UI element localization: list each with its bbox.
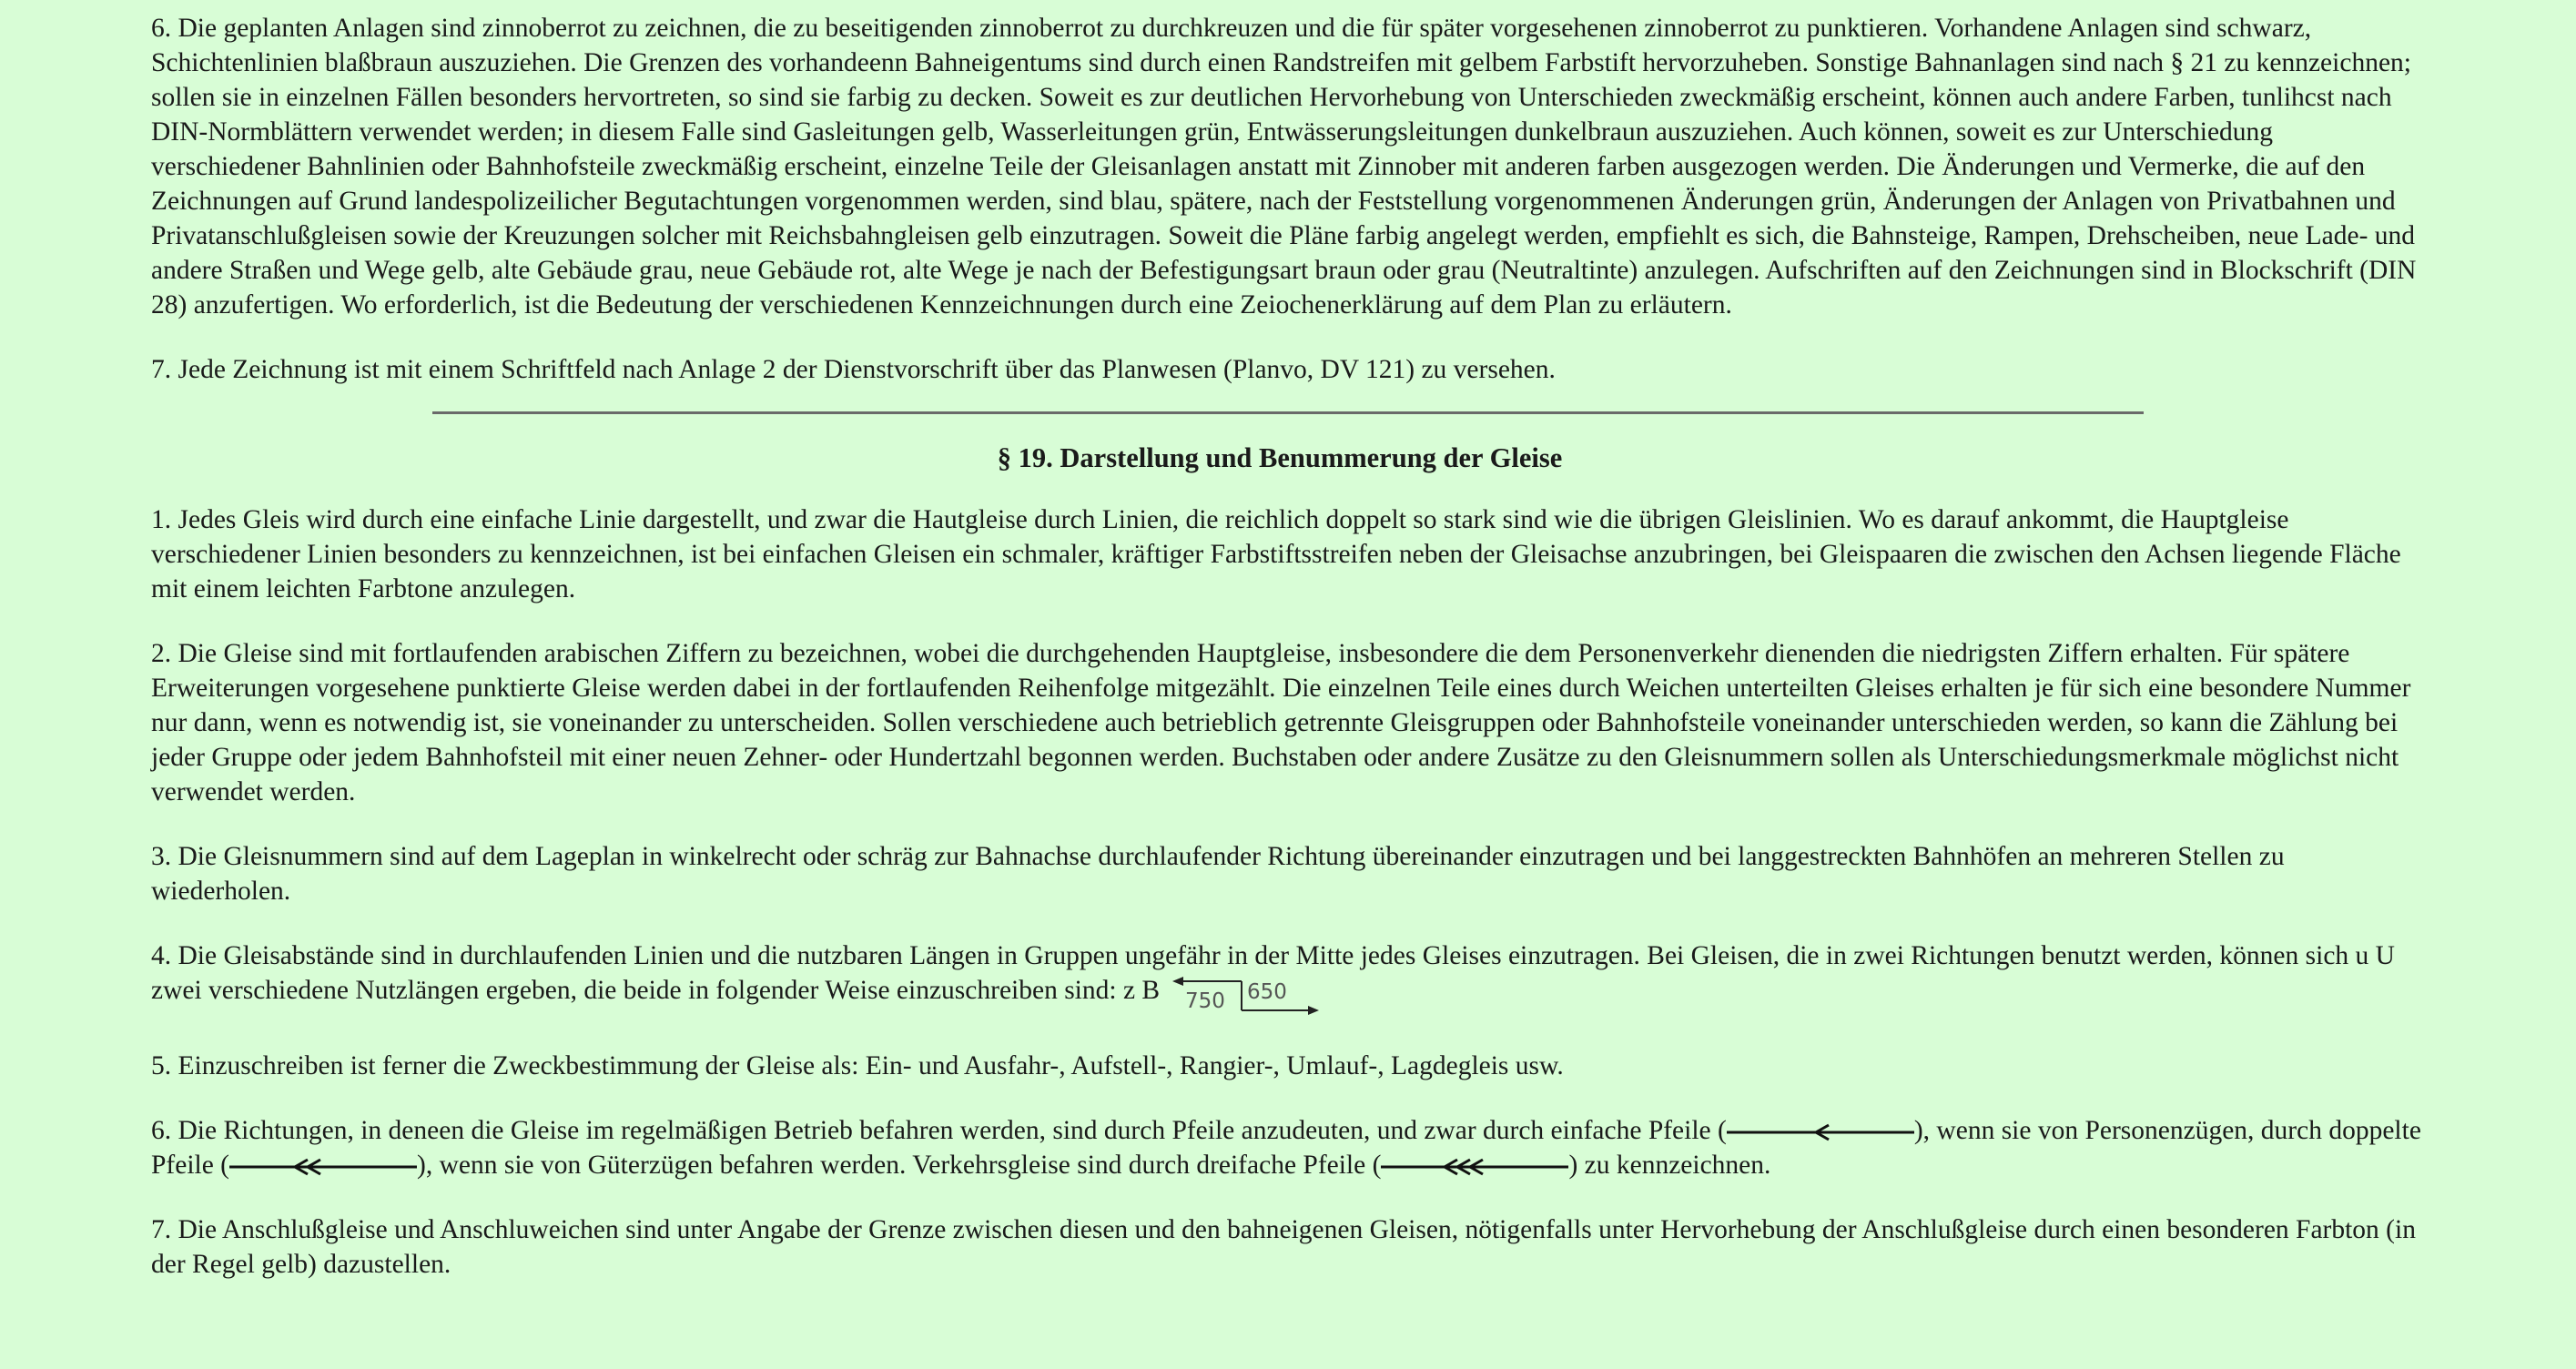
double-arrow-icon bbox=[229, 1158, 417, 1176]
arrow-right-icon bbox=[1308, 1006, 1319, 1015]
paragraph-19-7: 7. Die Anschlußgleise und Anschluweichen sind unter Angabe der Grenze zwischen diesen und den bahneigenen Gleisen, nötigenfalls unter Hervorhebung der Anschlußgleise durch einen besonderen Farbton (in der Regel gelb) dazustellen. bbox=[151, 1215, 2416, 1279]
usable-length-figure bbox=[1171, 973, 1330, 1019]
paragraph-19-6-part-d: ) zu kennzeichnen. bbox=[1568, 1151, 1771, 1180]
paragraph-19-6-part-b: ), wenn sie von Personenzügen, durch doppelte Pfeile ( bbox=[151, 1116, 2421, 1180]
paragraph-18-6: 6. Die geplanten Anlagen sind zinnoberrot zu zeichnen, die zu beseitigenden zinnoberrot zu durchkreuzen und die für später vorgesehenen zinnoberrot zu punktieren. Vorhandene Anlagen sind schwarz, Schichtenlinien blaßbraun auszuziehen. Die Grenzen des vorhandeenn Bahneigentums sind durch einen Randstreifen mit gelbem Farbstift hervorzuheben. Sonstige Bahnanlagen sind nach § 21 zu kennzeichnen; sollen sie in einzelnen Fällen besonders hervortreten, so sind sie farbig zu decken. Soweit es zur deutlichen Hervorhebung von Unterschieden zweckmäßig erscheint, können auch andere Farben, tunlihcst nach DIN-Normblättern verwendet werden; in diesem Falle sind Gasleitungen gelb, Wasserleitungen grün, Entwässerungsleitungen dunkelbraun auszuziehen. Auch können, soweit es zur Unterschiedung verschiedener Bahnlinien oder Bahnhofsteile zweckmäßig erscheint, einzelne Teile der Gleisanlagen anstatt mit Zinnober mit anderen farben ausgezogen werden. Die Änderungen und Vermerke, die auf den Zeichnungen auf Grund landespolizeilicher Begutachtungen vorgenommen werden, sind blau, spätere, nach der Feststellung vorgenommenen Änderungen grün, Änderungen der Anlagen von Privatbahnen und Privatanschlußgleisen sowie der Kreuzungen solcher mit Reichsbahngleisen gelb einzutragen. Soweit die Pläne farbig angelegt werden, empfiehlt es sich, die Bahnsteige, Rampen, Drehscheiben, neue Lade- und andere Straßen und Wege gelb, alte Gebäude grau, neue Gebäude rot, alte Wege je nach der Befestigungsart braun oder grau (Neutraltinte) anzulegen. Aufschriften auf den Zeichnungen sind in Blockschrift (DIN 28) anzufertigen. Wo erforderlich, ist die Bedeutung der verschiedenen Kennzeichnungen durch eine Zeiochenerklärung auf dem Plan zu erläutern. bbox=[151, 14, 2417, 319]
paragraph-19-6-part-c: ), wenn sie von Güterzügen befahren werden. Verkehrsgleise sind durch dreifache Pfeile ( bbox=[417, 1151, 1382, 1180]
length-left-label: 750 bbox=[1185, 989, 1225, 1013]
paragraph-19-4 bbox=[151, 938, 2427, 1019]
paragraph-18-7: 7. Jede Zeichnung ist mit einem Schriftfeld nach Anlage 2 der Dienstvorschrift über das Planwesen (Planvo, DV 121) zu versehen. bbox=[151, 355, 1556, 384]
length-right-label: 650 bbox=[1247, 980, 1287, 1004]
paragraph-19-5: 5. Einzuschreiben ist ferner die Zweckbestimmung der Gleise als: Ein- und Ausfahr-, Aufstell-, Rangier-, Umlauf-, Lagdegleis usw. bbox=[151, 1051, 1564, 1080]
paragraph-19-6-part-a: 6. Die Richtungen, in deneen die Gleise im regelmäßigen Betrieb befahren werden, sind durch Pfeile anzudeuten, und zwar durch einfache Pfeile ( bbox=[151, 1116, 1727, 1145]
paragraph-19-3: 3. Die Gleisnummern sind auf dem Lageplan in winkelrecht oder schräg zur Bahnachse durchlaufender Richtung übereinander einzutragen und bei langgestreckten Bahnhöfen an mehreren Stellen zu wiederholen. bbox=[151, 842, 2285, 906]
paragraph-19-4-text: 4. Die Gleisabstände sind in durchlaufenden Linien und die nutzbaren Längen in Gruppen ungefähr in der Mitte jedes Gleises einzutragen. Bei Gleisen, die in zwei Richtungen benutzt werden, können sich u U zwei verschiedene Nutzlängen ergeben, die beide in folgender Weise einzuschreiben sind: z B bbox=[151, 941, 2395, 1005]
paragraph-19-1: 1. Jedes Gleis wird durch eine einfache Linie dargestellt, und zwar die Hautgleise durch Linien, die reichlich doppelt so stark sind wie die übrigen Gleislinien. Wo es darauf ankommt, die Hauptgleise verschiedener Linien besonders zu kennzeichnen, ist bei einfachen Gleisen ein schmaler, kräftiger Farbstiftsstreifen neben der Gleisachse anzubringen, bei Gleispaaren die zwischen den Achsen liegende Fläche mit einem leichten Farbtone anzulegen. bbox=[151, 505, 2401, 603]
section-divider bbox=[432, 411, 2144, 414]
paragraph-19-2: 2. Die Gleise sind mit fortlaufenden arabischen Ziffern zu bezeichnen, wobei die durchgehenden Hauptgleise, insbesondere die dem Personenverkehr dienenden die niedrigsten Ziffern erhalten. Für spätere Erweiterungen vorgesehene punktierte Gleise werden dabei in der fortlaufenden Reihenfolge mitgezählt. Die einzelnen Teile eines durch Weichen unterteilten Gleises erhalten je für sich eine besondere Nummer nur dann, wenn es notwendig ist, sie voneinander zu unterscheiden. Sollen verschiedene auch betrieblich getrennte Gleisgruppen oder Bahnhofsteile voneinander unterschieden werden, so kann die Zählung bei jeder Gruppe oder jedem Bahnhofsteil mit einer neuen Zehner- oder Hundertzahl begonnen werden. Buchstaben oder andere Zusätze zu den Gleisnummern sollen als Unterschiedungsmerkmale möglichst nicht verwendet werden. bbox=[151, 639, 2411, 806]
arrow-left-icon bbox=[1172, 977, 1183, 986]
single-arrow-icon bbox=[1727, 1123, 1914, 1141]
triple-arrow-icon bbox=[1381, 1158, 1568, 1176]
usable-length-diagram bbox=[1171, 973, 1330, 1019]
paragraph-19-6 bbox=[151, 1113, 2427, 1182]
section-19-heading: § 19. Darstellung und Benummerung der Gleise bbox=[997, 442, 1563, 473]
